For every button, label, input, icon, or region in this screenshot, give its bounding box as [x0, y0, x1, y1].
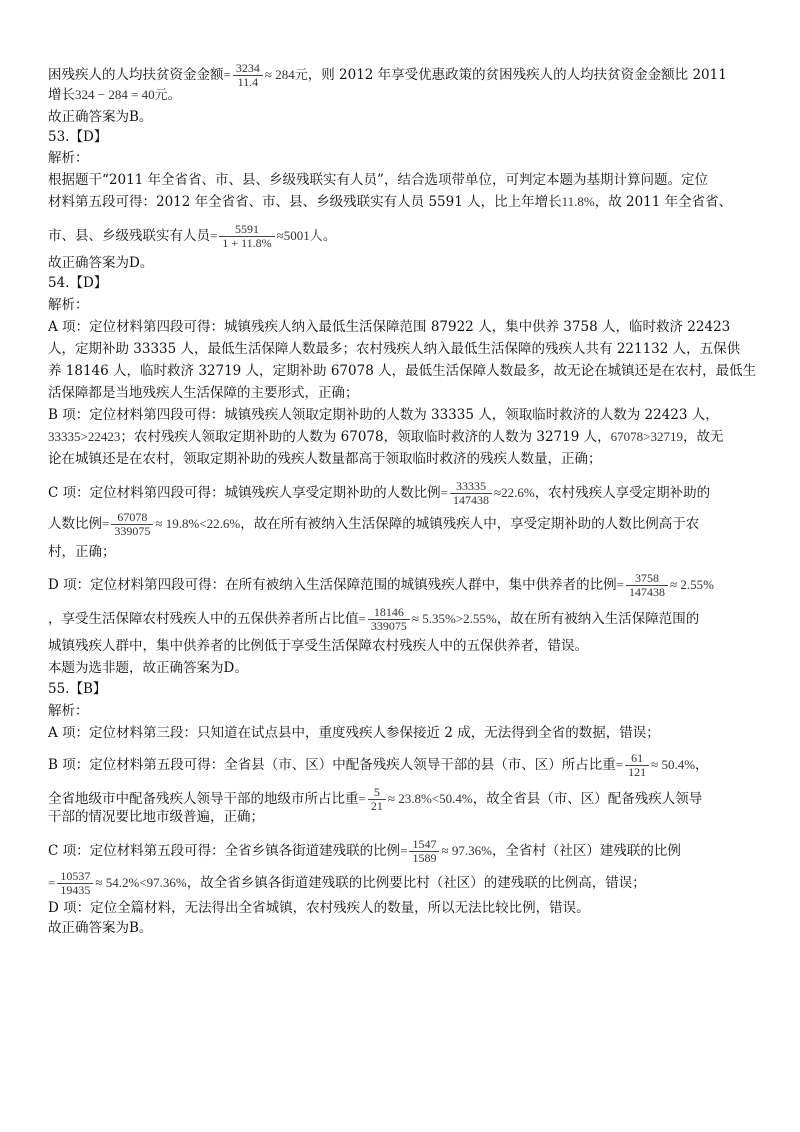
- fraction: [625, 752, 649, 779]
- text-line: 根据题干“2011 年全省省、市、县、乡级残联实有人员”，结合选项带单位，可判定本题为基期计算问题。定位: [48, 172, 708, 188]
- math-result: ≈ 23.8%<50.4%: [387, 791, 473, 806]
- text-line: B 项：定位材料第四段可得：城镇残疾人领取定期补助的人数为 33335 人，领取临时救济的人数为 22423 人，: [48, 407, 719, 423]
- text-line: 村，正确；: [48, 544, 116, 560]
- math-expression: 33335>22423: [48, 429, 121, 444]
- text-line: 人，定期补助 33335 人，最低生活保障人数最多；农村残疾人纳入最低生活保障的残疾人共有 221132 人，五保供: [48, 341, 741, 357]
- text-line: [48, 62, 727, 89]
- fraction-denominator: 121: [628, 765, 647, 779]
- fraction-denominator: 1 + 11.8%: [222, 236, 272, 250]
- line-text: ，: [695, 757, 709, 773]
- math-operator: =: [358, 791, 366, 806]
- line-text: 材料第五段可得：2012 年全省省、市、县、乡级残联实有人员 5591 人，比上年增长: [48, 194, 562, 210]
- fraction-numerator: 10537: [57, 870, 93, 884]
- fraction-numerator: 61: [625, 752, 649, 766]
- text-line: [48, 86, 181, 104]
- math-operator: =: [616, 577, 624, 592]
- math-result: ≈ 54.2%<97.36%: [95, 875, 187, 890]
- text-line: [48, 752, 709, 779]
- fraction: [368, 786, 386, 813]
- line-text: C 项：定位材料第四段可得：城镇残疾人享受定期补助的人数比例: [48, 485, 441, 501]
- fraction: [57, 870, 93, 897]
- math-result: ≈ 5.35%>2.55%: [411, 611, 497, 626]
- analysis-heading: 解析：: [48, 703, 89, 719]
- fraction-denominator: 339075: [114, 524, 151, 538]
- line-text: ，故在所有被纳入生活保障范围的: [496, 611, 700, 627]
- line-text: ，全省村（社区）建残联的比例: [491, 843, 681, 859]
- fraction: [368, 606, 410, 633]
- line-text: 困残疾人的人均扶贫资金金额: [48, 67, 224, 83]
- line-text: ，故 2011 年全省省、: [594, 194, 733, 210]
- fraction-numerator: 33335: [450, 480, 492, 494]
- math-result: ≈22.6%: [493, 485, 535, 500]
- line-text: ，农村残疾人享受定期补助的: [534, 485, 711, 501]
- math-operator: =: [48, 875, 56, 890]
- text-line: A 项：定位材料第四段可得：城镇残疾人纳入最低生活保障范围 87922 人，集中供养 3758 人，临时救济 22423: [48, 319, 731, 335]
- fraction-numerator: 67078: [111, 511, 153, 525]
- fraction-numerator: 5591: [219, 223, 274, 237]
- line-text: B 项：定位材料第五段可得：全省县（市、区）中配备残疾人领导干部的县（市、区）所占比重: [48, 757, 616, 773]
- text-line: [48, 223, 336, 250]
- analysis-heading: 解析：: [48, 297, 89, 313]
- math-result: ≈ 19.8%<22.6%: [155, 516, 241, 531]
- math-expression: 324 − 284 = 40元: [75, 87, 168, 102]
- text-line: D 项：定位全篇材料，无法得出全省城镇，农村残疾人的数量，所以无法比较比例，错误。: [48, 900, 590, 916]
- text-line: 活保障都是当地残疾人生活保障的主要形式，正确；: [48, 385, 359, 401]
- text-line: 城镇残疾人群中，集中供养者的比例低于享受生活保障农村残疾人中的五保供养者，错误。: [48, 638, 588, 654]
- math-result: ≈5001人: [276, 228, 323, 243]
- fraction-denominator: 21: [370, 799, 383, 813]
- fraction: [111, 511, 153, 538]
- math-operator: =: [615, 757, 624, 772]
- line-text: ；农村残疾人领取定期补助的人数为 67078，领取临时救济的人数为 32719 人，: [120, 429, 611, 445]
- text-line: 干部的情况要比地市级普遍，正确；: [48, 809, 264, 825]
- math-result: ≈ 97.36%: [441, 843, 492, 858]
- text-line: [48, 193, 732, 211]
- question-number: 55.【B】: [48, 681, 107, 697]
- line-text: 。: [167, 87, 182, 103]
- math-result: ≈ 2.55%: [669, 577, 714, 592]
- fraction-denominator: 19435: [60, 883, 91, 897]
- line-text: 增长: [48, 87, 75, 103]
- text-line: 养 18146 人，临时救济 32719 人，定期补助 67078 人，最低生活保障人数最多，故无论在城镇还是在农村，最低生: [48, 363, 757, 379]
- math-expression: 11.8%: [561, 194, 595, 209]
- fraction-numerator: 1547: [409, 838, 439, 852]
- line-text: ，则 2012 年享受优惠政策的贫困残疾人的人均扶贫资金金额比 2011: [307, 67, 727, 83]
- fraction-denominator: 1589: [412, 851, 437, 865]
- fraction-numerator: 18146: [368, 606, 410, 620]
- fraction-denominator: 147438: [628, 585, 665, 599]
- text-line: [48, 480, 710, 507]
- math-operator: =: [102, 516, 110, 531]
- fraction-denominator: 11.4: [237, 75, 259, 89]
- math-result: ≈ 284元: [264, 67, 308, 82]
- answer-line: 故正确答案为B。: [48, 920, 153, 936]
- math-expression: 67078>32719: [610, 429, 683, 444]
- math-operator: =: [223, 67, 231, 82]
- fraction: [409, 838, 439, 865]
- line-text: 市、县、乡级残联实有人员: [48, 228, 210, 244]
- text-line: [48, 870, 646, 897]
- analysis-heading: 解析：: [48, 150, 89, 166]
- math-operator: =: [210, 228, 218, 243]
- line-text: 。: [322, 228, 337, 244]
- fraction: [450, 480, 492, 507]
- fraction-denominator: 339075: [370, 619, 407, 633]
- line-text: ，故无: [682, 429, 724, 445]
- answer-line: 本题为选非题，故正确答案为D。: [48, 660, 248, 676]
- math-result: ≈ 50.4%: [651, 757, 696, 772]
- question-number: 53.【D】: [48, 129, 108, 145]
- line-text: 人数比例: [48, 516, 102, 532]
- text-line: [48, 606, 699, 633]
- text-line: [48, 428, 723, 446]
- fraction-numerator: 3758: [626, 572, 668, 586]
- answer-line: 故正确答案为D。: [48, 255, 154, 271]
- math-operator: =: [440, 485, 448, 500]
- line-text: ，故全省县（市、区）配备残疾人领导: [472, 791, 703, 807]
- fraction-numerator: 3234: [233, 62, 263, 76]
- text-line: [48, 572, 714, 599]
- line-text: ，故全省乡镇各街道建残联的比例要比村（社区）的建残联的比例高，错误；: [186, 875, 646, 891]
- math-operator: =: [358, 611, 366, 626]
- text-line: [48, 511, 699, 538]
- line-text: ，享受生活保障农村残疾人中的五保供养者所占比值: [48, 611, 359, 627]
- question-number: 54.【D】: [48, 275, 108, 291]
- fraction-denominator: 147438: [452, 493, 489, 507]
- line-text: ，故在所有被纳入生活保障的城镇残疾人中，享受定期补助的人数比例高于农: [240, 516, 700, 532]
- fraction: [233, 62, 263, 89]
- fraction: [626, 572, 668, 599]
- math-operator: =: [400, 843, 408, 858]
- answer-line: 故正确答案为B。: [48, 109, 153, 125]
- text-line: [48, 838, 681, 865]
- line-text: C 项：定位材料第五段可得：全省乡镇各街道建残联的比例: [48, 843, 401, 859]
- text-line: A 项：定位材料第三段：只知道在试点县中，重度残疾人参保接近 2 成，无法得到全省的数据，错误；: [48, 725, 660, 741]
- fraction: [219, 223, 274, 250]
- fraction-numerator: 5: [368, 786, 386, 800]
- text-line: 论在城镇还是在农村，领取定期补助的残疾人数量都高于领取临时救济的残疾人数量，正确；: [48, 451, 602, 467]
- line-text: D 项：定位材料第四段可得：在所有被纳入生活保障范围的城镇残疾人群中，集中供养者的比例: [48, 577, 617, 593]
- line-text: 全省地级市中配备残疾人领导干部的地级市所占比重: [48, 791, 359, 807]
